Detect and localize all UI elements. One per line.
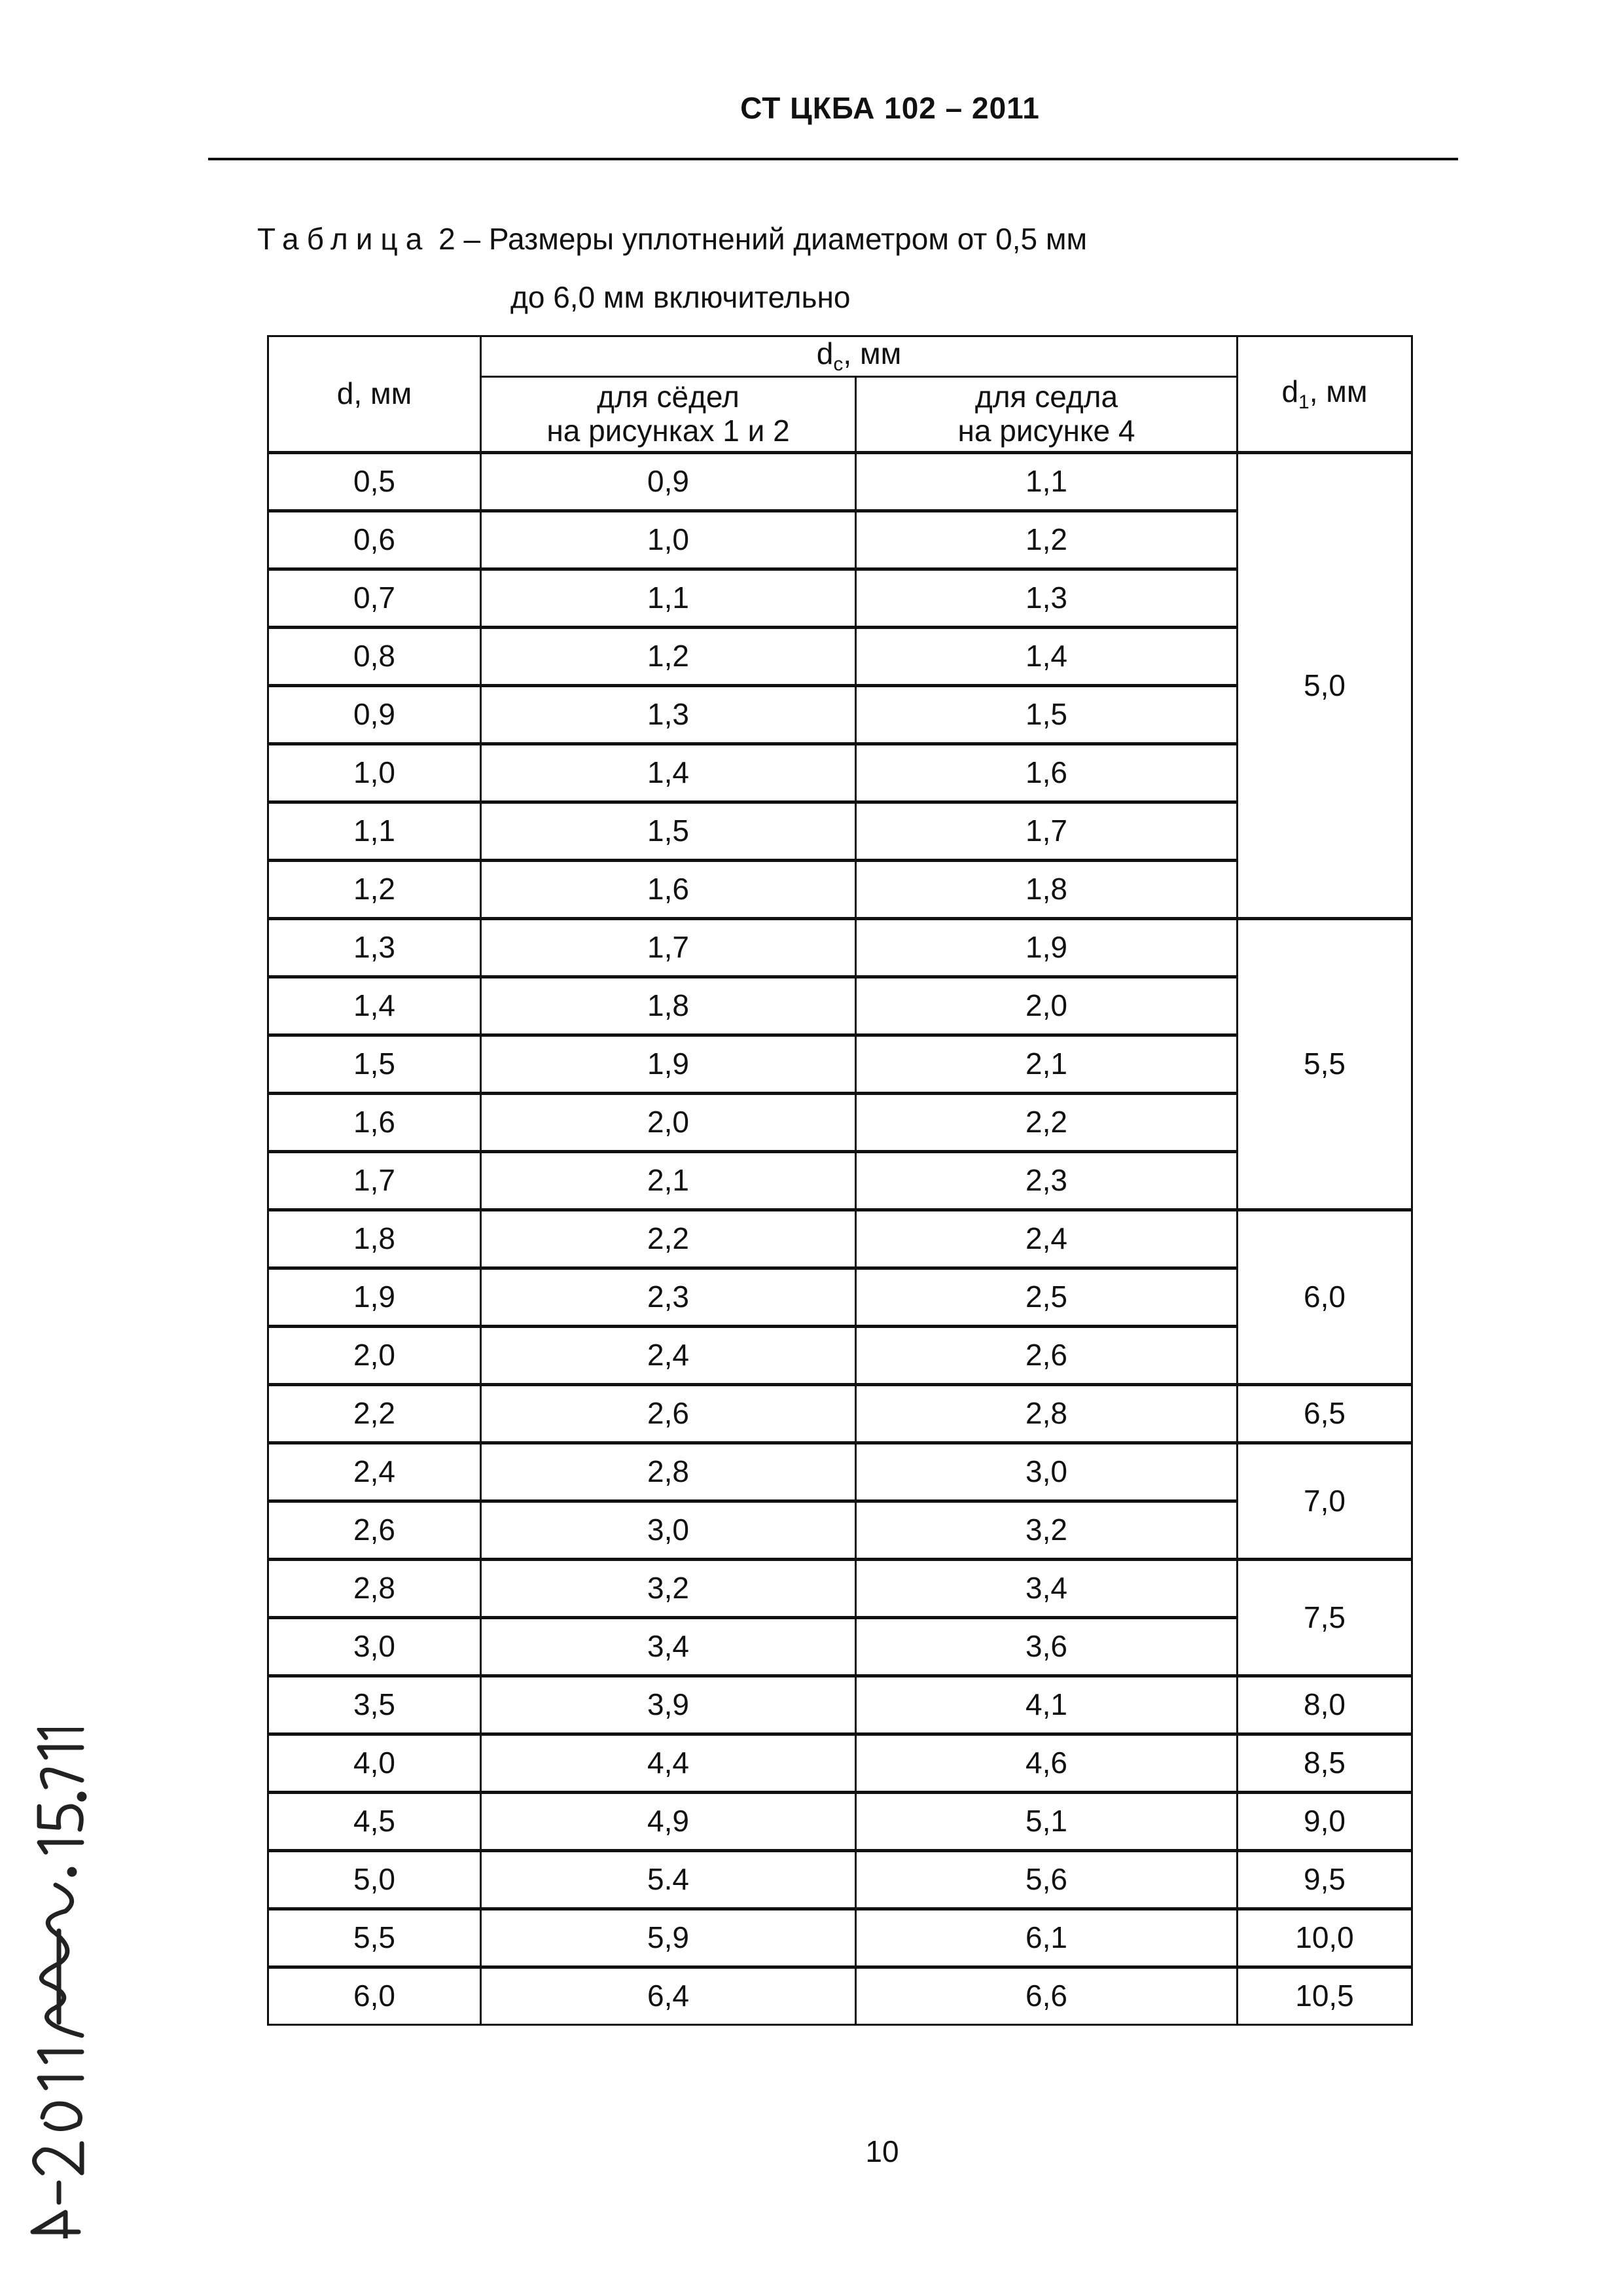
cell-dc-seats-1-2: 1,9	[481, 1035, 856, 1093]
header-d1-subscript: 1	[1298, 391, 1310, 413]
cell-dc-seat-4: 2,6	[856, 1326, 1238, 1384]
page-number	[0, 2134, 1623, 2169]
cell-dc-seats-1-2: 3,9	[481, 1676, 856, 1734]
cell-d: 2,6	[268, 1501, 481, 1559]
cell-dc-seats-1-2: 3,0	[481, 1501, 856, 1559]
cell-dc-seat-4: 1,7	[856, 802, 1238, 860]
cell-dc-seat-4: 1,1	[856, 452, 1238, 511]
cell-dc-seats-1-2: 6,4	[481, 1967, 856, 2024]
cell-dc-seat-4: 3,6	[856, 1617, 1238, 1676]
header-rule	[208, 158, 1458, 160]
header-seat-4-line2: на рисунке 4	[957, 413, 1135, 448]
table-row	[268, 1210, 1412, 1268]
cell-dc-seats-1-2: 3,2	[481, 1559, 856, 1617]
table-row	[268, 1967, 1412, 2024]
cell-d: 1,9	[268, 1268, 481, 1326]
header-seat-4-line1: для седла	[974, 380, 1118, 414]
cell-d1: 9,0	[1238, 1792, 1412, 1850]
cell-dc-seat-4: 1,6	[856, 744, 1238, 802]
table-row	[268, 452, 1412, 511]
cell-d1: 8,5	[1238, 1734, 1412, 1792]
cell-d: 1,0	[268, 744, 481, 802]
cell-dc-seat-4: 1,5	[856, 685, 1238, 744]
cell-d: 2,8	[268, 1559, 481, 1617]
cell-d: 1,5	[268, 1035, 481, 1093]
cell-dc-seats-1-2: 1,6	[481, 860, 856, 918]
cell-d: 0,9	[268, 685, 481, 744]
cell-dc-seats-1-2: 2,4	[481, 1326, 856, 1384]
cell-d: 0,5	[268, 452, 481, 511]
cell-d: 1,1	[268, 802, 481, 860]
cell-dc-seats-1-2: 2,8	[481, 1443, 856, 1501]
cell-dc-seats-1-2: 2,6	[481, 1384, 856, 1443]
cell-dc-seats-1-2: 2,0	[481, 1093, 856, 1151]
document-code-text: СТ ЦКБА 102 – 2011	[740, 91, 1040, 125]
handwritten-signature	[20, 1728, 98, 2238]
cell-d: 3,0	[268, 1617, 481, 1676]
cell-d: 0,8	[268, 627, 481, 685]
cell-d: 5,5	[268, 1909, 481, 1967]
cell-dc-seat-4: 1,9	[856, 918, 1238, 977]
cell-dc-seat-4: 3,0	[856, 1443, 1238, 1501]
cell-dc-seats-1-2: 1,7	[481, 918, 856, 977]
cell-dc-seats-1-2: 4,9	[481, 1792, 856, 1850]
cell-dc-seat-4: 3,2	[856, 1501, 1238, 1559]
table-row	[268, 1909, 1412, 1967]
cell-d1: 6,5	[1238, 1384, 1412, 1443]
cell-dc-seats-1-2: 1,4	[481, 744, 856, 802]
cell-d: 4,0	[268, 1734, 481, 1792]
cell-d: 0,6	[268, 511, 481, 569]
cell-dc-seat-4: 1,2	[856, 511, 1238, 569]
cell-dc-seat-4: 2,8	[856, 1384, 1238, 1443]
table-row	[268, 1384, 1412, 1443]
cell-d1: 10,0	[1238, 1909, 1412, 1967]
cell-dc-seat-4: 6,1	[856, 1909, 1238, 1967]
cell-d: 0,7	[268, 569, 481, 627]
header-dc-unit: , мм	[843, 336, 902, 370]
cell-dc-seat-4: 5,1	[856, 1792, 1238, 1850]
table-caption-title: 2 – Размеры уплотнений диаметром от 0,5 мм	[438, 222, 1088, 256]
cell-dc-seats-1-2: 0,9	[481, 452, 856, 511]
table-row	[268, 1792, 1412, 1850]
cell-dc-seats-1-2: 1,5	[481, 802, 856, 860]
table-caption-label: Таблица	[257, 222, 431, 256]
cell-dc-seat-4: 2,1	[856, 1035, 1238, 1093]
cell-d1: 7,0	[1238, 1443, 1412, 1559]
cell-d1: 5,5	[1238, 918, 1412, 1210]
cell-dc-seat-4: 1,4	[856, 627, 1238, 685]
header-d: d, мм	[268, 336, 481, 453]
cell-dc-seat-4: 6,6	[856, 1967, 1238, 2024]
cell-dc-seat-4: 5,6	[856, 1850, 1238, 1909]
cell-d1: 7,5	[1238, 1559, 1412, 1676]
cell-d: 1,8	[268, 1210, 481, 1268]
cell-dc-seats-1-2: 1,2	[481, 627, 856, 685]
cell-d: 2,0	[268, 1326, 481, 1384]
cell-dc-seats-1-2: 2,1	[481, 1151, 856, 1210]
cell-dc-seat-4: 2,3	[856, 1151, 1238, 1210]
cell-dc-seat-4: 2,4	[856, 1210, 1238, 1268]
cell-dc-seats-1-2: 2,3	[481, 1268, 856, 1326]
cell-d1: 6,0	[1238, 1210, 1412, 1384]
seal-dimensions-table	[267, 335, 1413, 2026]
cell-d: 1,2	[268, 860, 481, 918]
cell-d: 4,5	[268, 1792, 481, 1850]
cell-d1: 9,5	[1238, 1850, 1412, 1909]
cell-dc-seats-1-2: 1,8	[481, 977, 856, 1035]
table-row	[268, 1676, 1412, 1734]
cell-dc-seat-4: 2,0	[856, 977, 1238, 1035]
cell-d1: 5,0	[1238, 452, 1412, 918]
cell-dc-seats-1-2: 4,4	[481, 1734, 856, 1792]
table-caption-continuation: до 6,0 мм включительно	[510, 280, 851, 314]
cell-dc-seat-4: 1,3	[856, 569, 1238, 627]
header-d1-unit: , мм	[1309, 374, 1368, 408]
header-seat-4	[856, 376, 1238, 452]
cell-d: 6,0	[268, 1967, 481, 2024]
cell-d: 1,6	[268, 1093, 481, 1151]
header-seats-1-2	[481, 376, 856, 452]
cell-dc-seats-1-2: 5.4	[481, 1850, 856, 1909]
cell-d: 1,4	[268, 977, 481, 1035]
table-caption	[257, 221, 1087, 257]
header-seats-1-2-line1: для сёдел	[597, 380, 740, 414]
cell-d1: 8,0	[1238, 1676, 1412, 1734]
cell-d: 3,5	[268, 1676, 481, 1734]
cell-dc-seats-1-2: 1,1	[481, 569, 856, 627]
cell-dc-seats-1-2: 1,3	[481, 685, 856, 744]
page-number-text: 10	[865, 2134, 899, 2168]
cell-dc-seat-4: 1,8	[856, 860, 1238, 918]
header-dc: $d_с$, мм	[481, 336, 1238, 377]
cell-dc-seats-1-2: 3,4	[481, 1617, 856, 1676]
cell-dc-seats-1-2: 2,2	[481, 1210, 856, 1268]
cell-d1: 10,5	[1238, 1967, 1412, 2024]
cell-d: 1,7	[268, 1151, 481, 1210]
cell-dc-seat-4: 3,4	[856, 1559, 1238, 1617]
table-row	[268, 1734, 1412, 1792]
table-body	[268, 452, 1412, 2024]
document-code	[0, 90, 1623, 126]
cell-dc-seat-4: 2,2	[856, 1093, 1238, 1151]
header-dc-subscript: с	[833, 353, 844, 376]
table-row	[268, 1559, 1412, 1617]
table-row	[268, 918, 1412, 977]
cell-dc-seat-4: 4,1	[856, 1676, 1238, 1734]
cell-d: 2,4	[268, 1443, 481, 1501]
cell-dc-seat-4: 4,6	[856, 1734, 1238, 1792]
cell-d: 1,3	[268, 918, 481, 977]
header-d1: $d_1$, мм	[1238, 336, 1412, 453]
cell-dc-seats-1-2: 5,9	[481, 1909, 856, 1967]
cell-d: 5,0	[268, 1850, 481, 1909]
table-header-row	[268, 336, 1412, 377]
cell-d: 2,2	[268, 1384, 481, 1443]
cell-dc-seat-4: 2,5	[856, 1268, 1238, 1326]
table-row	[268, 1443, 1412, 1501]
table-row	[268, 1850, 1412, 1909]
header-seats-1-2-line2: на рисунках 1 и 2	[546, 413, 790, 448]
cell-dc-seats-1-2: 1,0	[481, 511, 856, 569]
